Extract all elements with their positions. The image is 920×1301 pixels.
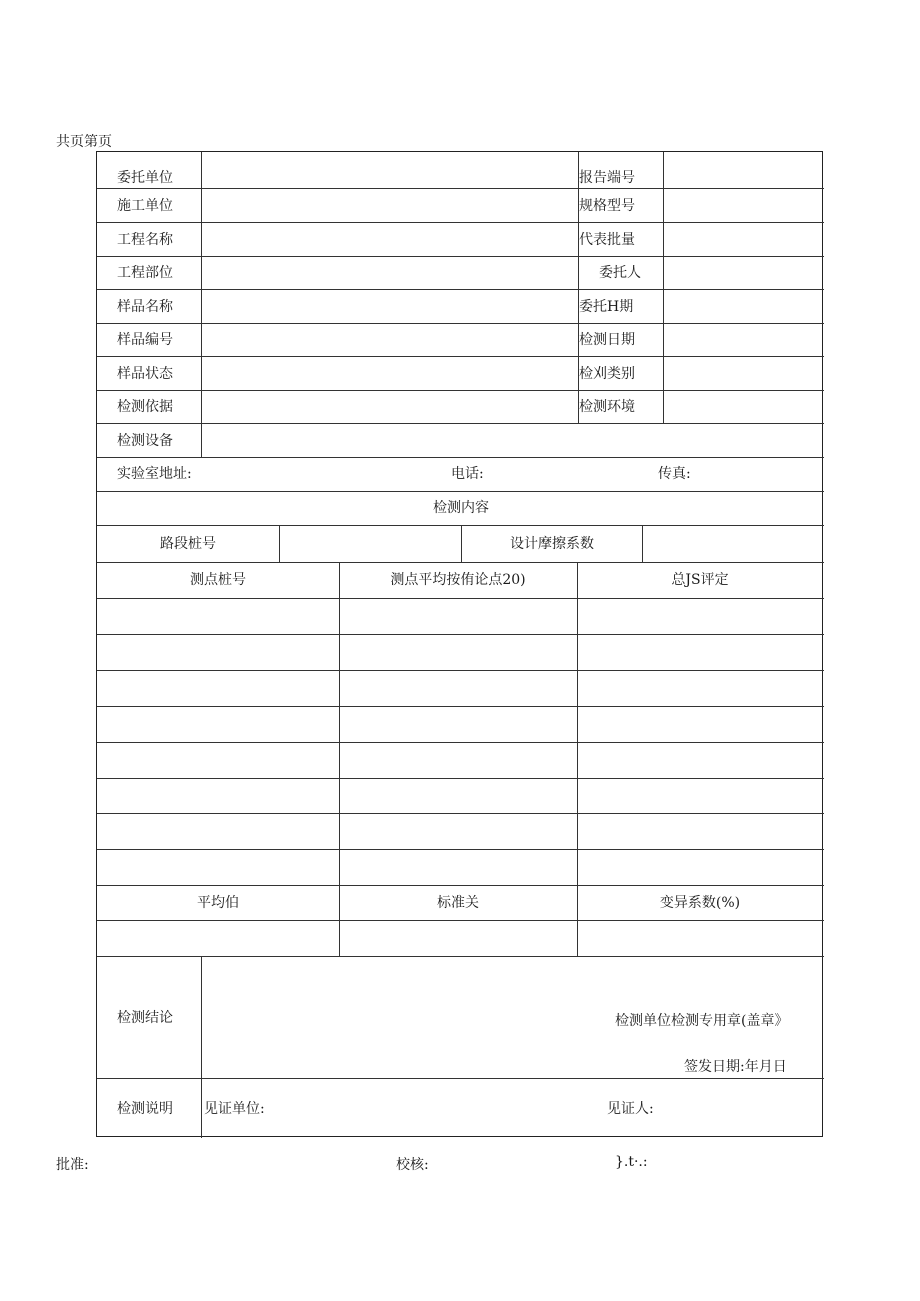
header-measure-station: 测点桩号 bbox=[190, 572, 246, 588]
col-divider bbox=[663, 152, 664, 423]
label-project-part: 工程部位 bbox=[117, 265, 173, 281]
col-divider bbox=[577, 562, 578, 956]
row-divider bbox=[97, 706, 824, 707]
label-road-section: 路段桩号 bbox=[160, 536, 216, 552]
footer-third: }.t·.: bbox=[615, 1154, 648, 1170]
row-divider bbox=[97, 778, 824, 779]
row-divider bbox=[97, 956, 824, 957]
header-overall-rating: 总JS评定 bbox=[671, 572, 729, 588]
page-header: 共页第页 bbox=[56, 134, 112, 150]
row-divider bbox=[97, 813, 824, 814]
seal-text: 检测单位检测专用章(盖章》 bbox=[615, 1013, 789, 1029]
row-divider bbox=[97, 423, 824, 424]
label-project-name: 工程名称 bbox=[117, 232, 173, 248]
label-sample-state: 样品状态 bbox=[117, 366, 173, 382]
row-divider bbox=[97, 289, 824, 290]
col-divider bbox=[642, 525, 643, 562]
row-divider bbox=[97, 256, 824, 257]
label-fax: 传真: bbox=[658, 466, 691, 482]
label-test-environment: 检测环境 bbox=[579, 399, 635, 415]
header-coef-variation: 变异系数(%) bbox=[659, 895, 741, 911]
row-divider bbox=[97, 849, 824, 850]
label-spec-model: 规格型号 bbox=[579, 198, 635, 214]
row-divider bbox=[97, 457, 824, 458]
label-construction-unit: 施工单位 bbox=[117, 198, 173, 214]
label-design-friction: 设计摩擦系数 bbox=[510, 536, 594, 552]
label-phone: 电话: bbox=[451, 466, 484, 482]
row-divider bbox=[97, 670, 824, 671]
label-conclusion: 检测结论 bbox=[117, 1010, 173, 1026]
row-divider bbox=[97, 920, 824, 921]
row-divider bbox=[97, 390, 824, 391]
header-std-dev: 标准关 bbox=[437, 895, 479, 911]
row-divider bbox=[97, 634, 824, 635]
label-test-basis: 检测依据 bbox=[117, 399, 173, 415]
col-divider bbox=[201, 956, 202, 1138]
row-divider bbox=[97, 742, 824, 743]
row-divider bbox=[97, 598, 824, 599]
row-divider bbox=[97, 491, 824, 492]
label-client-person: 委托人 bbox=[599, 265, 641, 281]
col-divider bbox=[279, 525, 280, 562]
header-measure-average: 测点平均按侑论点20) bbox=[390, 572, 526, 588]
col-divider bbox=[578, 152, 579, 423]
label-notes: 检测说明 bbox=[117, 1101, 173, 1117]
label-lab-address: 实验室地址: bbox=[117, 466, 192, 482]
label-sample-name: 样品名称 bbox=[117, 299, 173, 315]
label-test-date: 检测日期 bbox=[579, 332, 635, 348]
label-commission-date: 委托H期 bbox=[579, 299, 634, 315]
label-batch-quantity: 代表批量 bbox=[579, 232, 635, 248]
report-form-frame bbox=[96, 151, 823, 1137]
label-test-category: 检刈类别 bbox=[579, 366, 635, 382]
footer-review: 校核: bbox=[396, 1157, 429, 1173]
section-title: 检测内容 bbox=[433, 500, 489, 516]
label-sample-number: 样品编号 bbox=[117, 332, 173, 348]
row-divider bbox=[97, 885, 824, 886]
footer-approve: 批准: bbox=[56, 1157, 89, 1173]
row-divider bbox=[97, 1078, 824, 1079]
row-divider bbox=[97, 323, 824, 324]
row-divider bbox=[97, 222, 824, 223]
label-witness-person: 见证人: bbox=[607, 1101, 654, 1117]
header-mean: 平均伯 bbox=[197, 895, 239, 911]
label-witness-unit: 见证单位: bbox=[204, 1101, 265, 1117]
label-report-number: 报告端号 bbox=[579, 170, 635, 186]
col-divider bbox=[201, 152, 202, 457]
label-client: 委托单位 bbox=[117, 170, 173, 186]
row-divider bbox=[97, 562, 824, 563]
label-test-equipment: 检测设备 bbox=[117, 433, 173, 449]
col-divider bbox=[461, 525, 462, 562]
row-divider bbox=[97, 188, 824, 189]
row-divider bbox=[97, 356, 824, 357]
col-divider bbox=[339, 562, 340, 956]
issue-date: 签发日期:年月日 bbox=[684, 1059, 787, 1075]
